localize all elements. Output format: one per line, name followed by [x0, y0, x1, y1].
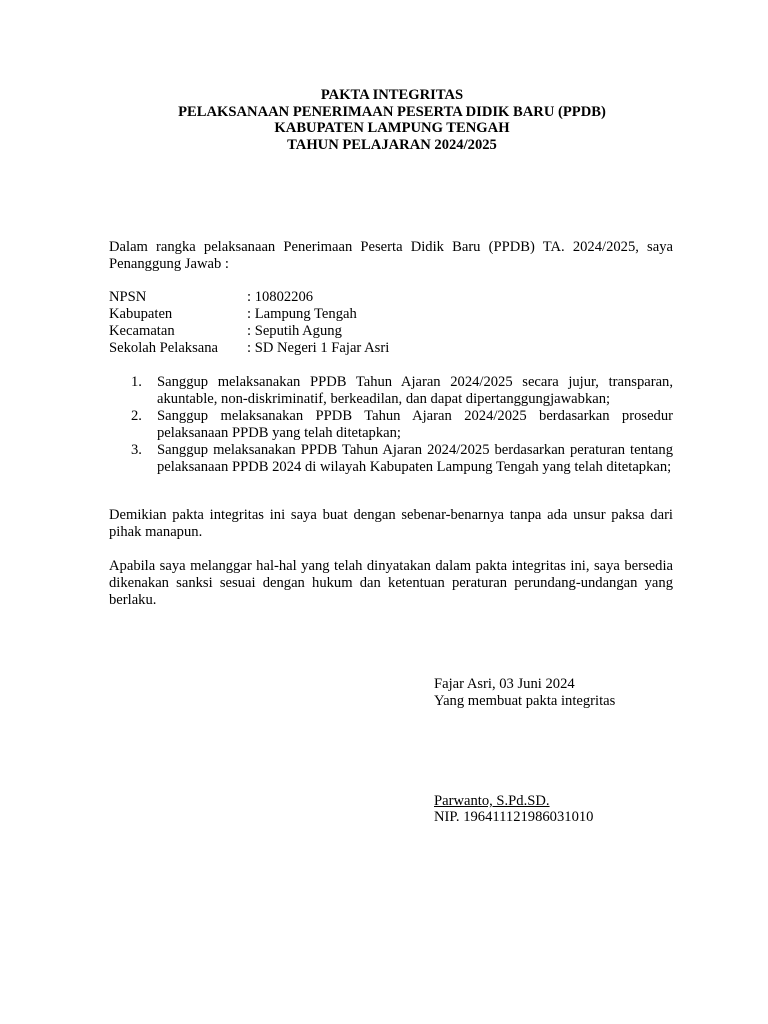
document-title	[0, 87, 768, 153]
commitment-number: 1.	[131, 374, 142, 390]
identity-value: : 10802206	[247, 289, 314, 305]
title-line-2: PELAKSANAAN PENERIMAAN PESERTA DIDIK BARU (PPDB)	[178, 103, 606, 120]
identity-label: Sekolah Pelaksana	[109, 340, 219, 356]
identity-row-kabupaten	[109, 306, 673, 323]
signatory-name: Parwanto, S.Pd.SD.	[434, 793, 550, 809]
commitment-number: 3.	[131, 442, 142, 458]
intro-paragraph: Dalam rangka pelaksanaan Penerimaan Peserta Didik Baru (PPDB) TA. 2024/2025, saya Penanggung Jawab :	[109, 239, 673, 272]
identity-table	[109, 289, 673, 357]
signature-role: Yang membuat pakta integritas	[434, 693, 616, 709]
signature-place-date: Fajar Asri, 03 Juni 2024	[434, 676, 575, 692]
commitment-number: 2.	[131, 408, 142, 424]
identity-row-sekolah	[109, 340, 673, 357]
commitment-item	[109, 374, 673, 408]
signatory-nip: NIP. 196411121986031010	[434, 809, 594, 825]
commitment-item	[109, 442, 673, 476]
commitment-item	[109, 408, 673, 442]
identity-label: NPSN	[109, 289, 147, 305]
title-line-1: PAKTA INTEGRITAS	[320, 87, 464, 103]
identity-row-kecamatan	[109, 323, 673, 340]
commitment-text: Sanggup melaksanakan PPDB Tahun Ajaran 2024/2025 berdasarkan prosedur pelaksanaan PPDB yang telah ditetapkan;	[157, 408, 673, 441]
closing-paragraph: Demikian pakta integritas ini saya buat dengan sebenar-benarnya tanpa ada unsur paksa dari pihak manapun.	[109, 507, 673, 540]
identity-value: : SD Negeri 1 Fajar Asri	[247, 340, 390, 356]
identity-row-npsn	[109, 289, 673, 306]
sanction-paragraph: Apabila saya melanggar hal-hal yang telah dinyatakan dalam pakta integritas ini, saya bersedia dikenakan sanksi sesuai dengan hukum dan ketentuan peraturan perundang-undangan yang berlaku.	[109, 558, 673, 608]
identity-value: : Lampung Tengah	[247, 306, 357, 322]
commitment-text: Sanggup melaksanakan PPDB Tahun Ajaran 2024/2025 secara jujur, transparan, akuntable, non-diskriminatif, berkeadilan, dan dapat dipertanggungjawabkan;	[157, 374, 673, 407]
identity-value: : Seputih Agung	[247, 323, 342, 339]
identity-label: Kecamatan	[109, 323, 175, 339]
commitment-text: Sanggup melaksanakan PPDB Tahun Ajaran 2024/2025 berdasarkan peraturan tentang pelaksanaan PPDB 2024 di wilayah Kabupaten Lampung Tengah yang telah ditetapkan;	[157, 442, 673, 475]
identity-label: Kabupaten	[109, 306, 173, 322]
title-line-4: TAHUN PELAJARAN 2024/2025	[287, 136, 497, 153]
title-line-3: KABUPATEN LAMPUNG TENGAH	[274, 120, 510, 136]
commitment-list	[109, 374, 673, 476]
